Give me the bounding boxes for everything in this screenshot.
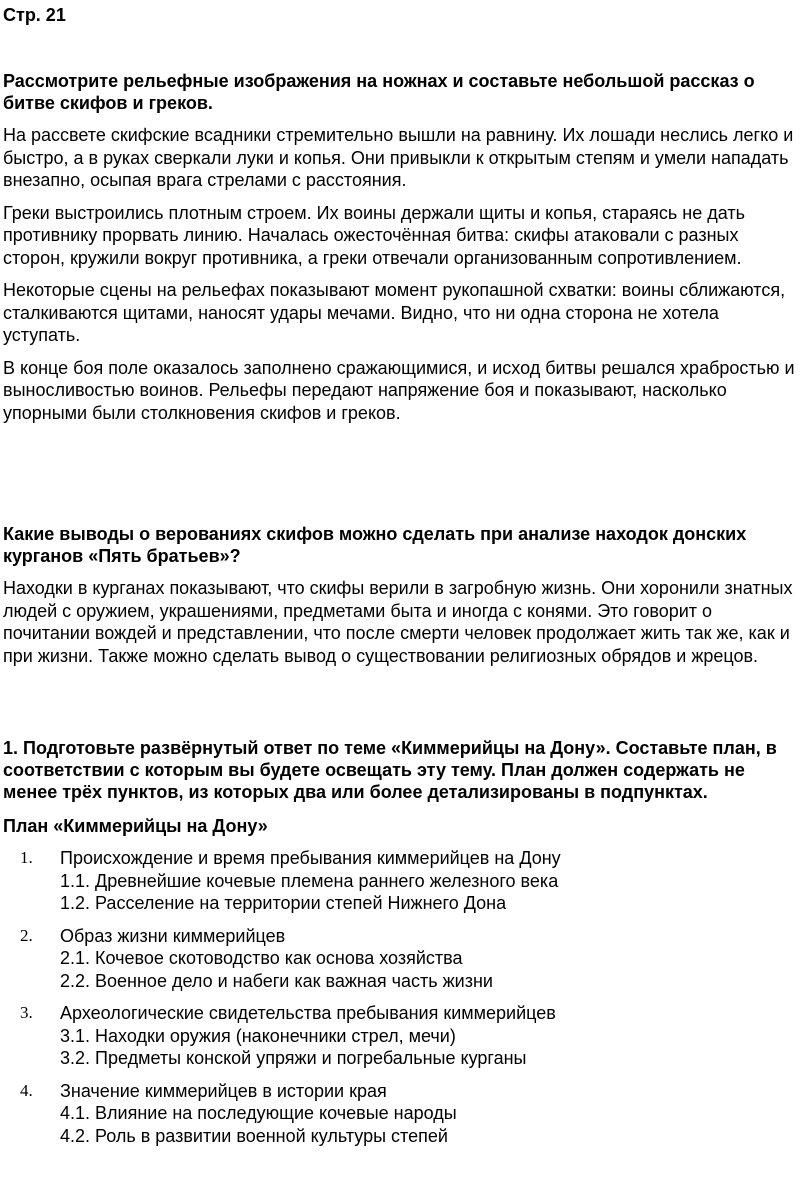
answer-paragraph: Некоторые сцены на рельефах показывают момент рукопашной схватки: воины сближаются, сталкиваются щитами, наносят удары мечами. Видно, что ни одна сторона не хотела уступать. <box>3 280 786 345</box>
answer-paragraph: На рассвете скифские всадники стремительно вышли на равнину. Их лошади неслись легко и быстро, а в руках сверкали луки и копья. Они привыкли к открытым степям и умели нападать внезапно, осыпая врага стрелами с расстояния. <box>3 125 794 190</box>
answer-paragraph: Находки в курганах показывают, что скифы верили в загробную жизнь. Они хоронили знатных людей с оружием, украшениями, предметами быта и иногда с конями. Это говорит о почитании вождей и представлении, что после смерти человек продолжает жить так же, как и при жизни. Также можно сделать вывод о существовании религиозных обрядов и жрецов. <box>3 578 793 666</box>
question-heading: Рассмотрите рельефные изображения на ножнах и составьте небольшой рассказ о битве скифов и греков. <box>3 71 755 113</box>
plan-subitem: 2.2. Военное дело и набеги как важная часть жизни <box>60 970 493 991</box>
section-scythian-beliefs <box>3 523 796 667</box>
answer-text <box>3 577 796 667</box>
question-heading: 1. Подготовьте развёрнутый ответ по теме «Киммерийцы на Дону». Составьте план, в соответствии с которым вы будете освещать эту тему. План должен содержать не менее трёх пунктов, из которых два или более детализированы в подпунктах. <box>3 738 777 802</box>
plan-item <box>3 847 796 915</box>
plan-subitem: 2.1. Кочевое скотоводство как основа хозяйства <box>60 948 463 968</box>
plan-subitem: 4.1. Влияние на последующие кочевые народы <box>60 1103 457 1123</box>
question-heading: Какие выводы о верованиях скифов можно сделать при анализе находок донских курганов «Пять братьев»? <box>3 524 747 566</box>
plan-sublist <box>60 1025 796 1070</box>
plan-item <box>3 925 796 993</box>
plan-sublist <box>60 947 796 992</box>
plan-title: План «Киммерийцы на Дону» <box>3 816 268 836</box>
plan-item-text: Образ жизни киммерийцев <box>60 925 286 946</box>
plan-sublist <box>60 870 796 915</box>
plan-subitem: 4.2. Роль в развитии военной культуры степей <box>60 1125 448 1146</box>
section-cimmerians-plan <box>3 737 796 1157</box>
plan-list <box>3 847 796 1147</box>
plan-subitem: 1.2. Расселение на территории степей Нижнего Дона <box>60 893 507 913</box>
plan-item-number: 4. <box>20 1080 33 1100</box>
page-number: Стр. 21 <box>3 5 66 25</box>
plan-subitem: 1.1. Древнейшие кочевые племена раннего железного века <box>60 870 559 891</box>
plan-item-text: Археологические свидетельства пребывания киммерийцев <box>60 1003 556 1023</box>
plan-item <box>3 1002 796 1070</box>
plan-item-text: Происхождение и время пребывания киммерийцев на Дону <box>60 848 561 868</box>
section-scythians-greeks-battle <box>3 70 796 424</box>
answer-paragraph: Греки выстроились плотным строем. Их воины держали щиты и копья, стараясь не дать противнику прорвать линию. Началась ожесточённая битва: скифы атаковали с разных сторон, кружили вокруг противника, а греки отвечали организованным сопротивлением. <box>3 202 745 268</box>
plan-subitem: 3.1. Находки оружия (наконечники стрел, мечи) <box>60 1025 456 1046</box>
answer-text <box>3 124 796 424</box>
plan-item-text: Значение киммерийцев в истории края <box>60 1080 387 1101</box>
plan-subitem: 3.2. Предметы конской упряжи и погребальные курганы <box>60 1048 527 1068</box>
plan-item <box>3 1080 796 1148</box>
plan-item-number: 3. <box>20 1003 33 1022</box>
answer-paragraph: В конце боя поле оказалось заполнено сражающимися, и исход битвы решался храбростью и выносливостью воинов. Рельефы передают напряжение боя и показывают, насколько упорными были столкновения скифов и греков. <box>3 357 795 423</box>
plan-item-number: 2. <box>20 925 33 945</box>
plan-sublist <box>60 1102 796 1147</box>
plan-item-number: 1. <box>20 848 33 867</box>
